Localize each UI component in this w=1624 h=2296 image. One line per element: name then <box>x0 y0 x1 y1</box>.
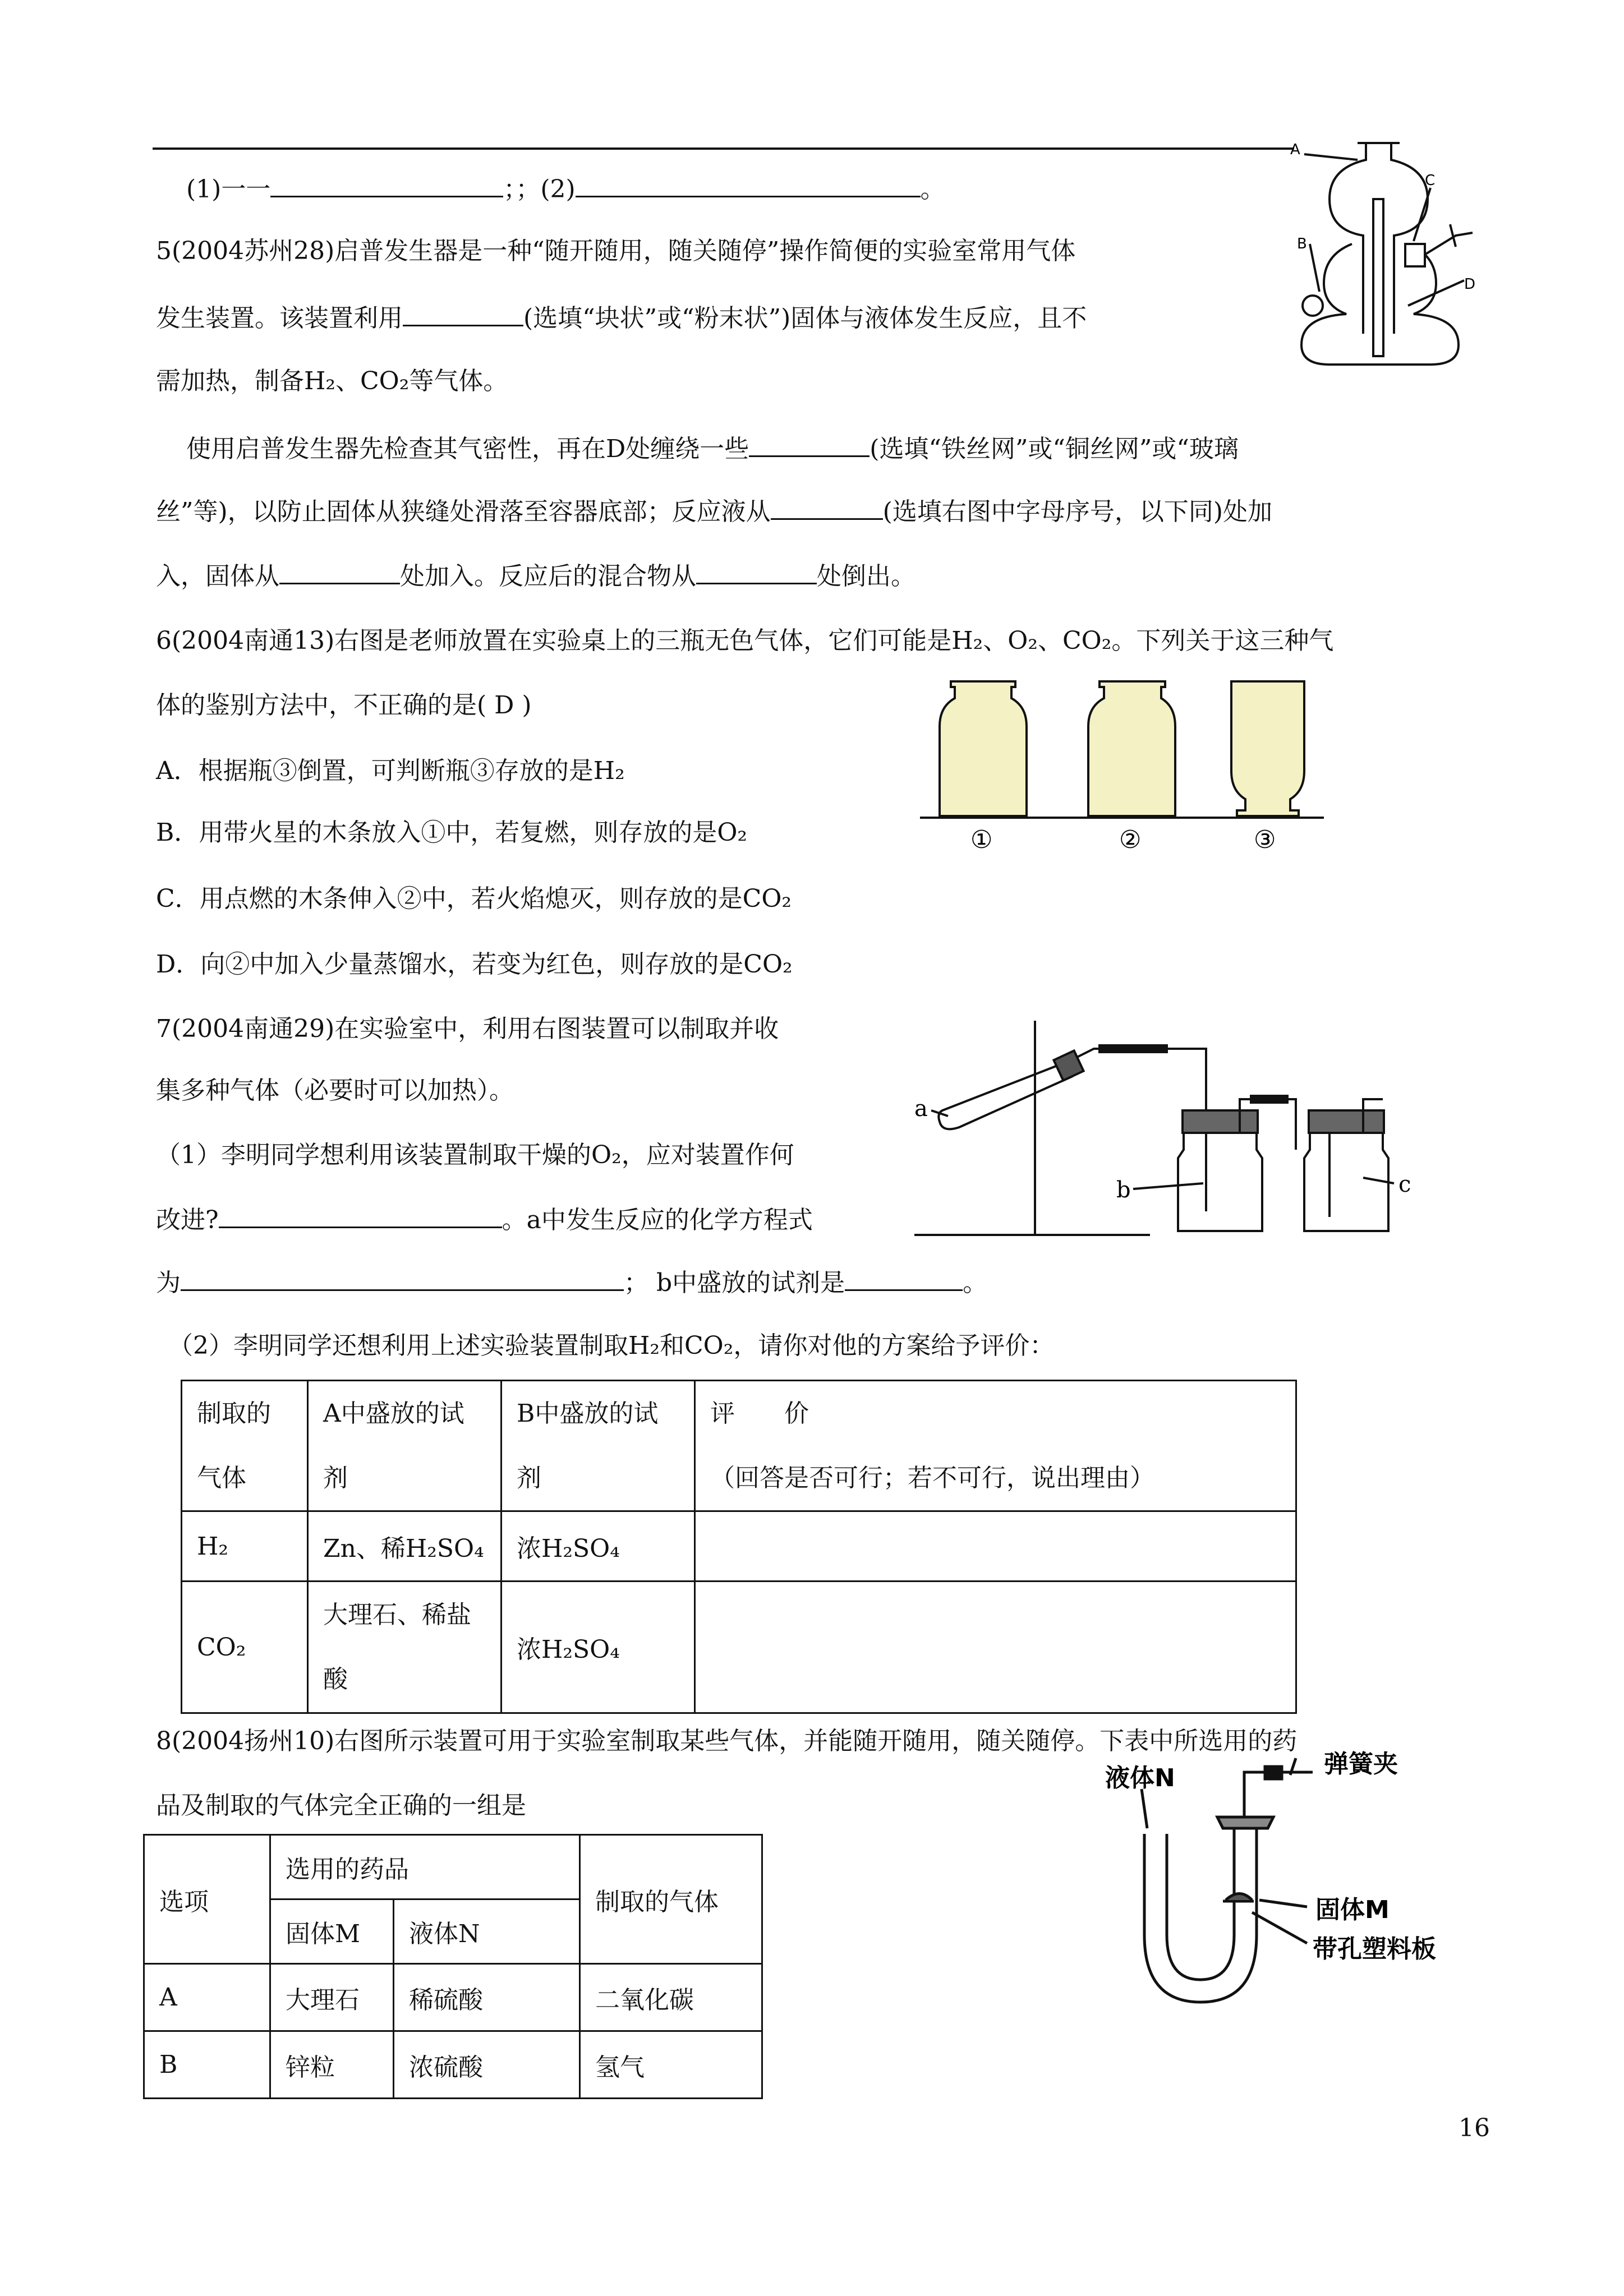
label-spring-clip: 弹簧夹 <box>1324 1750 1398 1778</box>
bottle-label-3: ③ <box>1254 826 1276 854</box>
u-tube-generator-diagram <box>1105 1750 1509 2008</box>
funnel-left <box>1329 143 1366 334</box>
rubber-tube-2 <box>1251 1096 1287 1103</box>
q7-line-5: 为 ； b中盛放的试剂是 。 <box>156 1265 987 1300</box>
bottle-c <box>1304 1119 1388 1231</box>
q6-option-C: C．用点燃的木条伸入②中，若火焰熄灭，则存放的是CO₂ <box>156 884 792 913</box>
q7-line-6: （2）李明同学还想利用上述实验装置制取H₂和CO₂，请你对他的方案给予评价： <box>168 1331 1055 1360</box>
q7-line-1: 7(2004南通29)在实验室中，利用右图装置可以制取并收 <box>156 1015 779 1043</box>
top-rule <box>153 147 1294 150</box>
bottle-3-inverted <box>1231 681 1304 816</box>
answer-blank[interactable] <box>270 171 503 197</box>
q6-line-2: 体的鉴别方法中，不正确的是( D ) <box>156 691 532 720</box>
cell-a-co2: 大理石、稀盐 酸 <box>308 1582 502 1713</box>
header-gas: 制取的 气体 <box>182 1381 308 1511</box>
answer-blank[interactable] <box>771 494 883 520</box>
vessel-body <box>1301 244 1459 365</box>
q6-line-1: 6(2004南通13)右图是老师放置在实验桌上的三瓶无色气体，它们可能是H₂、O₂、CO₂。下列关于这三种气 <box>156 626 1334 655</box>
cell-b-h2: 浓H₂SO₄ <box>502 1511 695 1582</box>
q7-line-4: 改进? 。a中发生反应的化学方程式 <box>156 1202 813 1237</box>
q5-line-4: 使用启普发生器先检查其气密性，再在D处缠绕一些 (选填“铁丝网”或“铜丝网”或“玻璃 <box>186 431 1239 466</box>
label-A: A <box>1290 141 1300 158</box>
q5-line-2: 发生装置。该装置利用 (选填“块状”或“粉末状”)固体与液体发生反应，且不 <box>156 300 1087 335</box>
header-option: 选项 <box>144 1835 270 1964</box>
solid-M <box>1226 1894 1252 1901</box>
bottle-2 <box>1088 681 1175 816</box>
label-c: c <box>1398 1172 1411 1197</box>
header-liquid: 液体N <box>394 1899 580 1964</box>
header-gas: 制取的气体 <box>580 1835 762 1964</box>
label-B: B <box>1297 236 1307 252</box>
cell-option: A <box>144 1964 270 2031</box>
q6-option-D: D．向②中加入少量蒸馏水，若变为红色，则存放的是CO₂ <box>156 950 793 979</box>
stopper <box>1217 1817 1273 1828</box>
side-port <box>1303 296 1323 316</box>
header-a-reagent: A中盛放的试 剂 <box>308 1381 502 1511</box>
test-tube-a <box>938 1066 1071 1129</box>
header-evaluation: 评 价 （回答是否可行；若不可行，说出理由） <box>695 1381 1296 1511</box>
label-a: a <box>914 1096 928 1122</box>
q5-line-3: 需加热，制备H₂、CO₂等气体。 <box>156 367 508 395</box>
u-tube-outer <box>1144 1817 1257 2002</box>
label-perforated-plate: 带孔塑料板 <box>1313 1935 1436 1963</box>
cell-gas: 氢气 <box>580 2031 762 2099</box>
bottle-b <box>1178 1119 1262 1231</box>
answer-blank[interactable] <box>219 1202 502 1228</box>
cell-option: B <box>144 2031 270 2099</box>
cell-solid: 锌粒 <box>270 2031 394 2099</box>
gas-apparatus-diagram <box>914 1015 1419 1251</box>
answer-blank[interactable] <box>696 558 817 584</box>
stopper-c <box>1309 1110 1384 1133</box>
label-D: D <box>1464 276 1476 293</box>
q5-line-5: 丝”等)，以防止固体从狭缝处滑落至容器底部；反应液从 (选填右图中字母序号，以下同)处加 <box>156 494 1272 529</box>
cell-eval-h2[interactable] <box>695 1511 1296 1582</box>
q7-evaluation-table <box>181 1380 1297 1714</box>
header-drugs: 选用的药品 <box>270 1835 580 1899</box>
cell-b-co2: 浓H₂SO₄ <box>502 1582 695 1713</box>
q8-line-1: 8(2004扬州10)右图所示装置可用于实验室制取某些气体，并能随开随用，随关随停。下表中所选用的药 <box>156 1727 1298 1755</box>
three-bottles-diagram <box>920 673 1324 858</box>
long-stem <box>1373 199 1383 356</box>
rubber-tube-1 <box>1099 1045 1167 1052</box>
outlet-tube <box>1419 233 1473 258</box>
stopper-b <box>1183 1110 1258 1133</box>
answer-blank[interactable] <box>749 431 869 457</box>
q5-line-1: 5(2004苏州28)启普发生器是一种“随开随用，随关随停”操作简便的实验室常用气体 <box>156 237 1076 265</box>
u-tube-inner <box>1167 1817 1234 1980</box>
kipp-generator-diagram <box>1279 137 1487 379</box>
answer-blank[interactable] <box>279 558 400 584</box>
answer-blank[interactable] <box>181 1265 624 1291</box>
q5-line-6: 入，固体从 处加入。反应后的混合物从 处倒出。 <box>156 558 915 593</box>
bottle-1 <box>940 681 1027 816</box>
label-liquid-N: 液体N <box>1105 1764 1175 1792</box>
bottle-label-2: ② <box>1119 826 1142 854</box>
cell-eval-co2[interactable] <box>695 1582 1296 1713</box>
q6-option-A: A．根据瓶③倒置，可判断瓶③存放的是H₂ <box>156 757 625 785</box>
cell-a-h2: Zn、稀H₂SO₄ <box>308 1511 502 1582</box>
label-b: b <box>1116 1177 1131 1203</box>
cell-liquid: 浓硫酸 <box>394 2031 580 2099</box>
q4-answer-line: (1)一一 ；；(2) 。 <box>186 171 945 206</box>
stopper <box>1405 244 1425 266</box>
table-row <box>144 2031 762 2099</box>
cell-liquid: 稀硫酸 <box>394 1964 580 2031</box>
header-b-reagent: B中盛放的试 剂 <box>502 1381 695 1511</box>
cell-solid: 大理石 <box>270 1964 394 2031</box>
header-solid: 固体M <box>270 1899 394 1964</box>
cell-gas: 二氧化碳 <box>580 1964 762 2031</box>
table-row <box>144 1964 762 2031</box>
answer-blank[interactable] <box>403 300 523 326</box>
page-number: 16 <box>1459 2114 1490 2142</box>
q6-option-B: B．用带火星的木条放入①中，若复燃，则存放的是O₂ <box>156 818 748 847</box>
label-C: C <box>1425 172 1436 189</box>
bottle-label-1: ① <box>970 826 993 854</box>
cell-gas-h2: H₂ <box>182 1511 308 1582</box>
label-solid-M: 固体M <box>1315 1896 1390 1924</box>
q8-line-2: 品及制取的气体完全正确的一组是 <box>156 1791 526 1820</box>
cell-gas-co2: CO₂ <box>182 1582 308 1713</box>
answer-blank[interactable] <box>845 1265 963 1291</box>
spring-clip <box>1265 1767 1282 1779</box>
q7-line-2: 集多种气体（必要时可以加热）。 <box>156 1076 514 1105</box>
q8-options-table <box>143 1834 763 2099</box>
answer-blank[interactable] <box>576 171 921 197</box>
q7-line-3: （1）李明同学想利用该装置制取干燥的O₂，应对装置作何 <box>156 1141 794 1169</box>
